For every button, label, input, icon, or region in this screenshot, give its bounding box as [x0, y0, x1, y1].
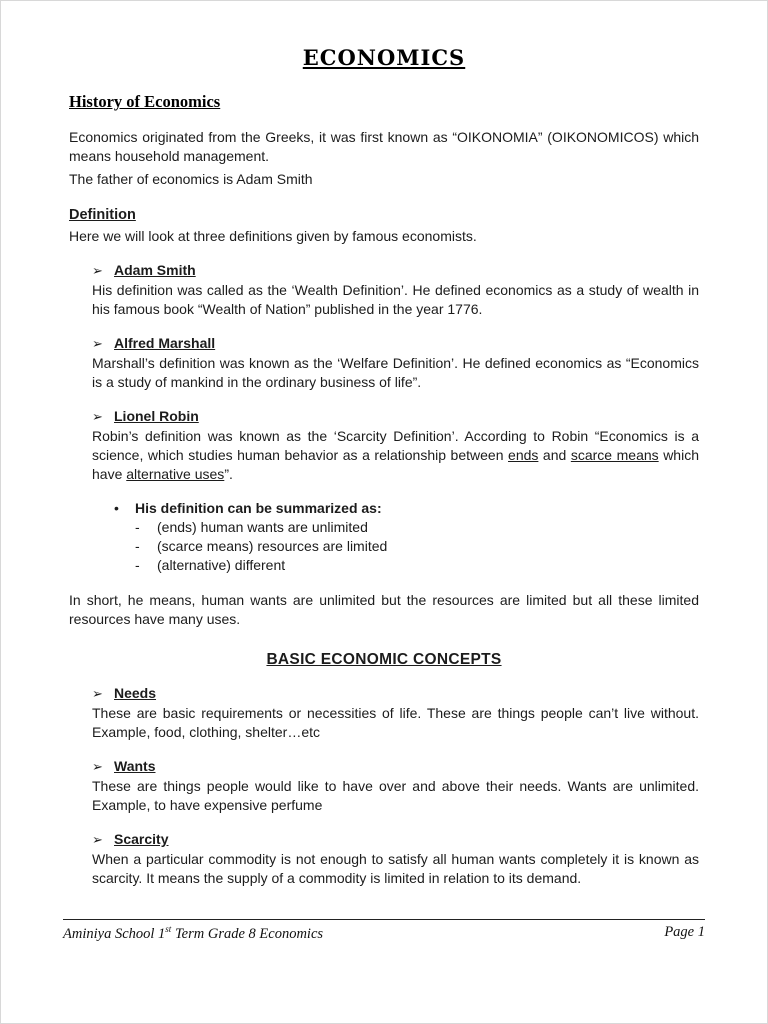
arrow-bullet-icon: ➢	[92, 263, 103, 278]
summary-block	[69, 499, 699, 575]
concept-item-label: Scarcity	[114, 831, 169, 847]
definition-item-label: Lionel Robin	[114, 408, 199, 424]
footer-term: Term Grade 8 Economics	[171, 925, 324, 942]
bullet-head	[69, 334, 699, 353]
bullet-head	[69, 261, 699, 280]
arrow-bullet-icon: ➢	[92, 336, 103, 351]
definition-heading: Definition	[69, 207, 136, 223]
footer-superscript: st	[165, 924, 172, 934]
definition-item-adam-smith	[69, 261, 699, 319]
concepts-heading: BASIC ECONOMIC CONCEPTS	[266, 651, 502, 668]
footer-left-text	[63, 924, 323, 943]
text-segment: ”.	[224, 466, 233, 482]
concept-item-scarcity	[69, 830, 699, 888]
dash-bullet-icon: -	[135, 557, 140, 573]
summary-point-text: (ends) human wants are unlimited	[157, 519, 368, 535]
arrow-bullet-icon: ➢	[92, 409, 103, 424]
concept-item-text: These are basic requirements or necessities of life. These are things people can’t live without. Example, food, clothing, shelter…etc	[92, 705, 699, 740]
dash-bullet-icon: -	[135, 538, 140, 554]
definition-intro: Here we will look at three definitions given by famous economists.	[69, 228, 477, 244]
concept-item-text: These are things people would like to have over and above their needs. Wants are unlimited. Example, to have expensive perfume	[92, 778, 699, 813]
definition-item-lionel-robin	[69, 407, 699, 484]
underlined-term: ends	[508, 447, 539, 463]
page-title: ECONOMICS	[302, 45, 466, 70]
text-segment: Robin’s definition was known as the ‘Scarcity Definition’. According to Robin “Economics is a science, which studies human behavior as a relationship between	[92, 428, 699, 463]
definition-item-label: Adam Smith	[114, 262, 196, 278]
footer-page-number: Page 1	[664, 924, 705, 940]
summary-point	[69, 537, 699, 556]
definition-item-text: Marshall’s definition was known as the ‘Welfare Definition’. He defined economics as “Economics is a study of mankind in the ordinary business of life”.	[92, 355, 699, 390]
concept-item-needs	[69, 684, 699, 742]
summary-lead: His definition can be summarized as:	[135, 500, 382, 516]
page-content	[1, 1, 767, 888]
underlined-term: scarce means	[570, 447, 659, 463]
concept-item-label: Needs	[114, 685, 157, 701]
arrow-bullet-icon: ➢	[92, 759, 103, 774]
summary-point	[69, 518, 699, 537]
summary-point-text: (scarce means) resources are limited	[157, 538, 388, 554]
history-heading: History of Economics	[69, 92, 221, 111]
bullet-head	[69, 684, 699, 703]
summary-point-text: (alternative) different	[157, 557, 286, 573]
text-segment: which have	[92, 447, 699, 482]
footer-school: Aminiya School 1	[63, 925, 166, 942]
summary-lead-row	[69, 499, 699, 518]
arrow-bullet-icon: ➢	[92, 832, 103, 847]
definition-item-alfred-marshall	[69, 334, 699, 392]
dash-bullet-icon: -	[135, 519, 140, 535]
concept-item-label: Wants	[114, 758, 156, 774]
conclusion-paragraph: In short, he means, human wants are unlimited but the resources are limited but all these limited resources have many uses.	[69, 592, 699, 627]
concept-item-text: When a particular commodity is not enough to satisfy all human wants completely it is known as scarcity. It means the supply of a commodity is limited in relation to its demand.	[92, 851, 699, 886]
concept-item-wants	[69, 757, 699, 815]
bullet-head	[69, 757, 699, 776]
history-paragraph-2: The father of economics is Adam Smith	[69, 171, 313, 187]
page-footer	[63, 919, 705, 943]
definition-item-label: Alfred Marshall	[114, 335, 216, 351]
underlined-term: alternative uses	[126, 466, 225, 482]
bullet-head	[69, 830, 699, 849]
history-paragraph-1: Economics originated from the Greeks, it was first known as “OIKONOMIA” (OIKONOMICOS) which means household management.	[69, 129, 699, 164]
dot-bullet-icon: •	[114, 500, 119, 516]
bullet-head	[69, 407, 699, 426]
summary-point	[69, 556, 699, 575]
definition-item-text	[92, 427, 699, 484]
arrow-bullet-icon: ➢	[92, 686, 103, 701]
text-segment: and	[538, 447, 571, 463]
definition-item-text: His definition was called as the ‘Wealth Definition’. He defined economics as a study of wealth in his famous book “Wealth of Nation” published in the year 1776.	[92, 282, 699, 317]
